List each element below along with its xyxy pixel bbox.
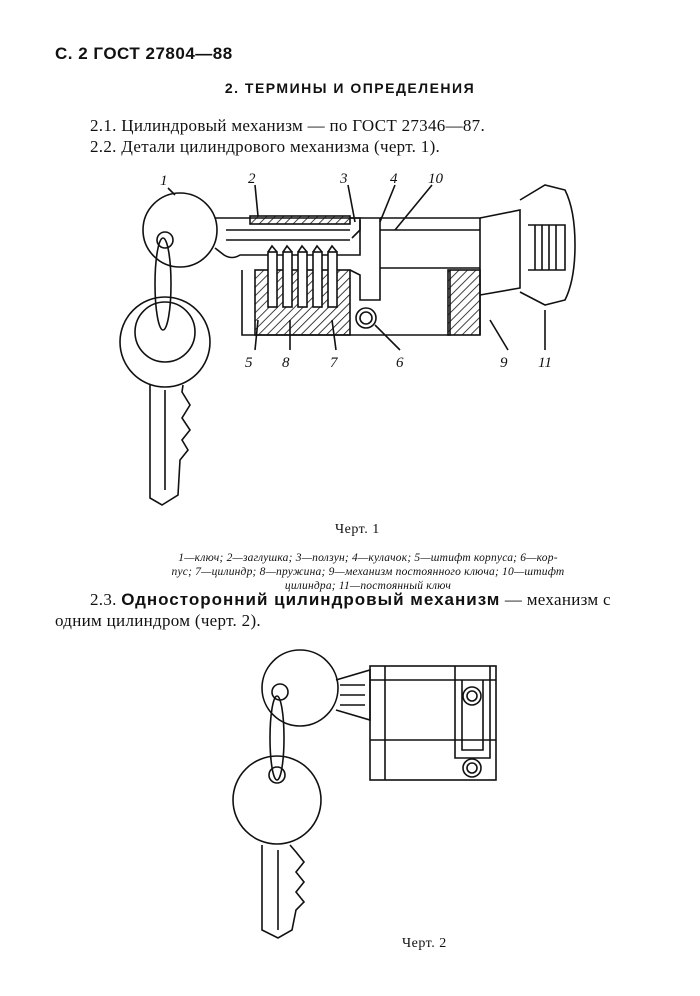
callout-8: 8 <box>282 355 290 371</box>
callout-3: 3 <box>340 171 348 187</box>
legend-line-2: пус; 7—цилиндр; 8—пружина; 9—механизм постоянного ключа; 10—штифт <box>171 566 565 578</box>
callout-11: 11 <box>538 355 552 371</box>
callout-9: 9 <box>500 355 508 371</box>
paragraph-2-1: 2.1. Цилиндровый механизм — по ГОСТ 27346—87. <box>90 116 486 135</box>
paragraph-2-3-line-2: одним цилиндром (черт. 2). <box>55 611 261 630</box>
callout-6: 6 <box>396 355 404 371</box>
callout-7: 7 <box>330 355 338 371</box>
callout-10: 10 <box>428 171 443 187</box>
callout-1: 1 <box>160 173 168 189</box>
paragraph-2-3-number: 2.3. <box>90 590 117 609</box>
section-title: 2. ТЕРМИНЫ И ОПРЕДЕЛЕНИЯ <box>224 80 476 96</box>
figure-1-drawing <box>0 160 700 510</box>
legend-line-1: 1—ключ; 2—заглушка; 3—ползун; 4—кулачок; 5—штифт корпуса; 6—кор- <box>178 552 558 564</box>
page-header: С. 2 ГОСТ 27804—88 <box>55 44 233 63</box>
callout-2: 2 <box>248 171 256 187</box>
callout-5: 5 <box>245 355 253 371</box>
key-bow-lower <box>120 297 210 387</box>
paragraph-2-3 <box>90 590 660 610</box>
paragraph-2-3-rest: — механизм с <box>504 590 611 609</box>
legend-line-3: цилиндра; 11—постоянный ключ <box>284 580 452 592</box>
figure-1-legend <box>68 551 668 593</box>
key-bow-upper <box>143 193 217 267</box>
figure-2-caption: Черт. 2 <box>402 936 447 951</box>
callout-4: 4 <box>390 171 398 187</box>
figure-1-caption: Черт. 1 <box>335 522 380 537</box>
figure-2-drawing <box>0 640 700 940</box>
paragraph-2-3-term: Односторонний цилиндровый механизм <box>121 590 501 609</box>
paragraph-2-2: 2.2. Детали цилиндрового механизма (черт. 1). <box>90 137 441 156</box>
figure-1-callouts <box>160 171 552 371</box>
